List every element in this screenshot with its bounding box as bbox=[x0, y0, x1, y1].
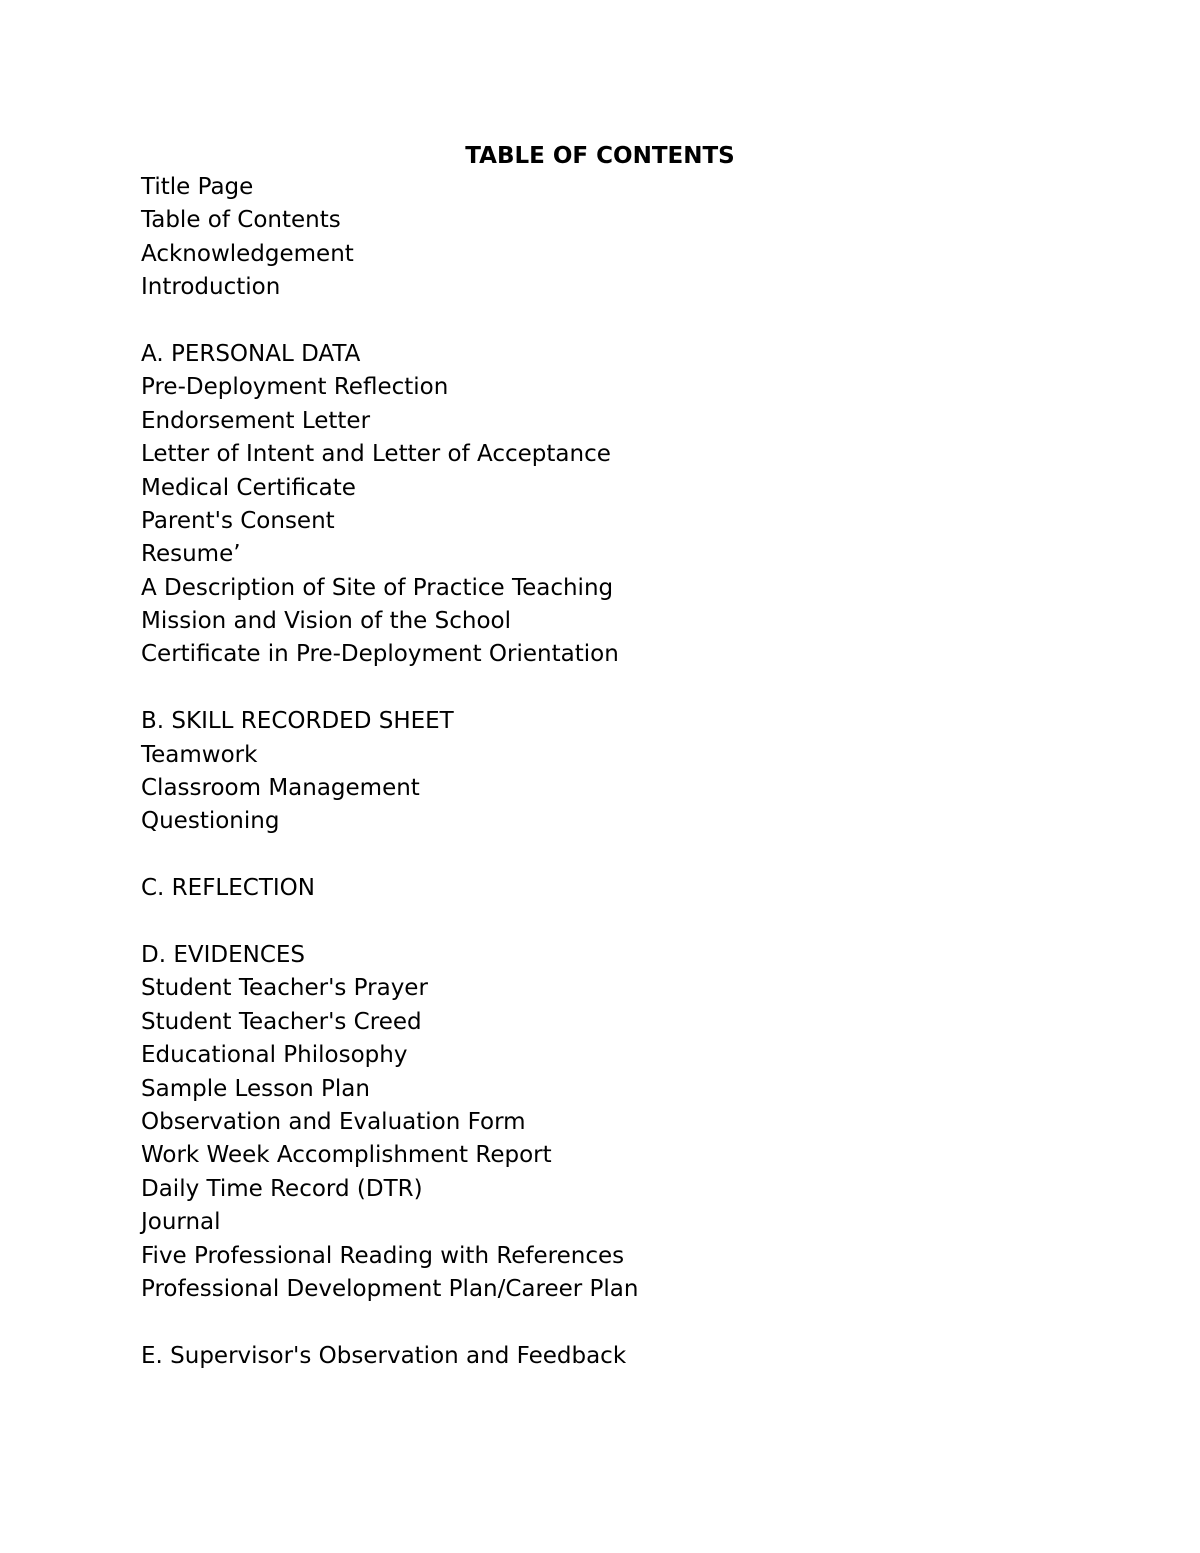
spacer bbox=[141, 305, 638, 338]
toc-item: Journal bbox=[141, 1209, 221, 1236]
section-heading-supervisor-feedback: E. Supervisor's Observation and Feedback bbox=[141, 1342, 627, 1369]
toc-item: Endorsement Letter bbox=[141, 407, 371, 434]
toc-item: Questioning bbox=[141, 808, 280, 835]
spacer bbox=[141, 672, 638, 705]
toc-list bbox=[141, 171, 638, 1373]
toc-item: Five Professional Reading with References bbox=[141, 1242, 625, 1269]
toc-item: Resume’ bbox=[141, 541, 241, 568]
section-heading-personal-data: A. PERSONAL DATA bbox=[141, 340, 361, 367]
toc-item: Letter of Intent and Letter of Acceptance bbox=[141, 441, 611, 468]
toc-item: Classroom Management bbox=[141, 775, 420, 802]
toc-item: Parent's Consent bbox=[141, 507, 335, 534]
toc-item: A Description of Site of Practice Teaching bbox=[141, 574, 614, 601]
toc-item-table-of-contents: Table of Contents bbox=[141, 207, 341, 234]
toc-item: Educational Philosophy bbox=[141, 1042, 408, 1069]
section-heading-evidences: D. EVIDENCES bbox=[141, 941, 306, 968]
toc-item: Observation and Evaluation Form bbox=[141, 1108, 526, 1135]
toc-item: Daily Time Record (DTR) bbox=[141, 1175, 423, 1202]
toc-item: Pre-Deployment Reflection bbox=[141, 374, 449, 401]
section-heading-reflection: C. REFLECTION bbox=[141, 875, 315, 902]
page-title: TABLE OF CONTENTS bbox=[465, 143, 735, 169]
spacer bbox=[141, 1306, 638, 1339]
toc-item: Certificate in Pre-Deployment Orientation bbox=[141, 641, 619, 668]
toc-item: Mission and Vision of the School bbox=[141, 608, 511, 635]
spacer bbox=[141, 839, 638, 872]
spacer bbox=[141, 906, 638, 939]
toc-item: Professional Development Plan/Career Plan bbox=[141, 1275, 639, 1302]
toc-item: Teamwork bbox=[141, 741, 258, 768]
toc-item-title-page: Title Page bbox=[141, 174, 254, 200]
section-heading-skill-recorded-sheet: B. SKILL RECORDED SHEET bbox=[141, 708, 454, 735]
toc-item: Student Teacher's Creed bbox=[141, 1008, 422, 1035]
toc-item: Medical Certificate bbox=[141, 474, 356, 501]
toc-item: Sample Lesson Plan bbox=[141, 1075, 370, 1102]
toc-item: Student Teacher's Prayer bbox=[141, 975, 428, 1002]
toc-item-acknowledgement: Acknowledgement bbox=[141, 240, 354, 267]
toc-item: Work Week Accomplishment Report bbox=[141, 1142, 552, 1169]
toc-item-introduction: Introduction bbox=[141, 274, 281, 301]
